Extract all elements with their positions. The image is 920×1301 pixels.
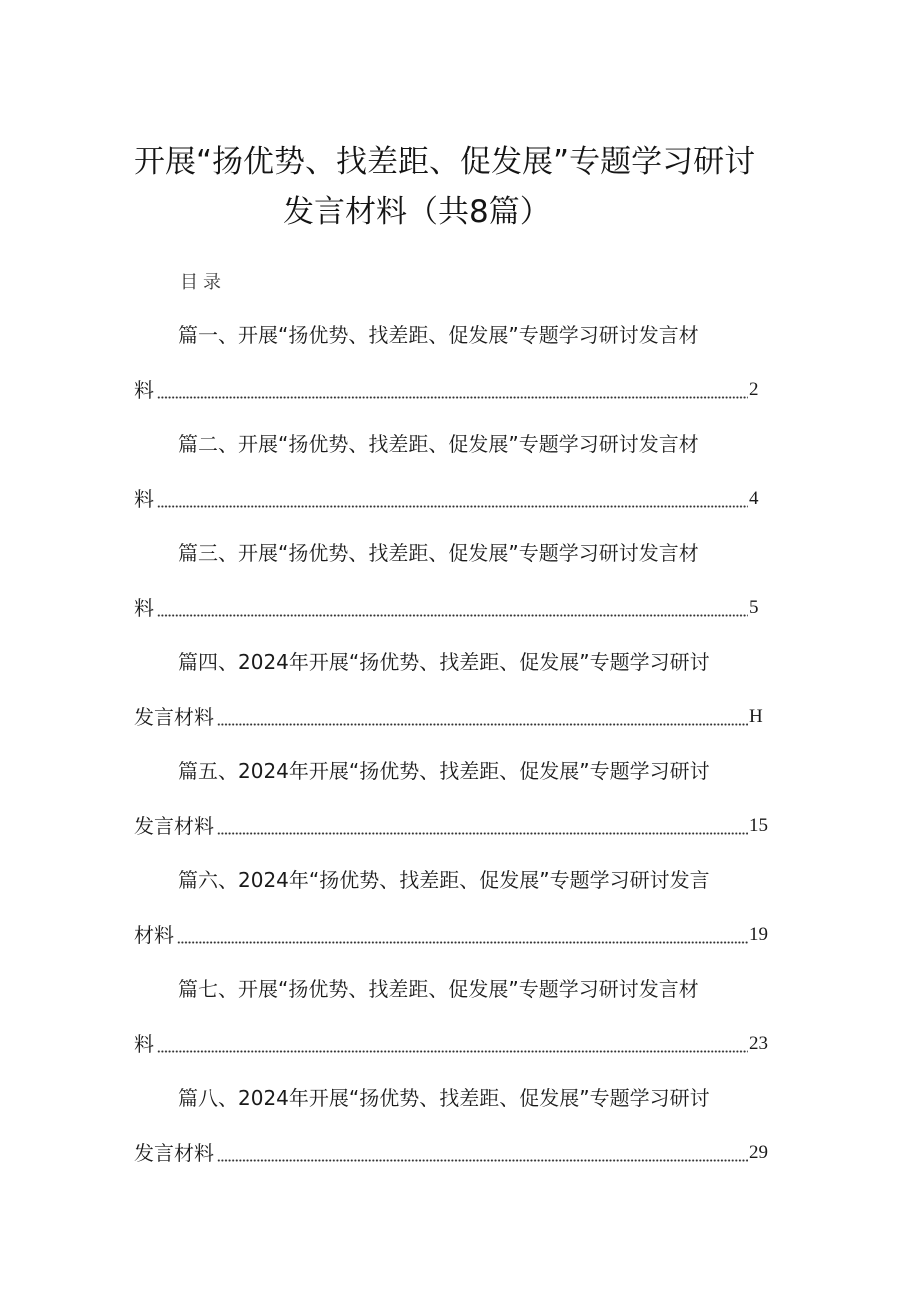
toc-entry-second-line xyxy=(0,1017,920,1072)
toc-entry-title-continuation: 发言材料 xyxy=(134,1140,214,1165)
dot-leader xyxy=(177,941,748,944)
toc-entry-5[interactable] xyxy=(0,744,920,853)
toc-entry-first-line xyxy=(0,526,920,581)
toc-entry-second-line xyxy=(0,908,920,963)
toc-entry-first-line xyxy=(0,1071,920,1126)
dot-leader xyxy=(217,1159,748,1162)
toc-entry-title-continuation: 料 xyxy=(134,595,154,620)
toc-entry-title: 篇一、开展“扬优势、找差距、促发展”专题学习研讨发言材 xyxy=(178,323,699,347)
toc-entry-7[interactable] xyxy=(0,962,920,1071)
dot-leader xyxy=(157,505,748,508)
toc-entry-leader-row xyxy=(134,1017,748,1072)
toc-entry-title: 篇四、2024年开展“扬优势、找差距、促发展”专题学习研讨 xyxy=(178,650,710,674)
toc-heading: 目录 xyxy=(180,272,226,293)
document-title-line-1: 开展“扬优势、找差距、促发展”专题学习研讨 xyxy=(134,144,756,180)
toc-entry-title: 篇六、2024年“扬优势、找差距、促发展”专题学习研讨发言 xyxy=(178,868,710,892)
dot-leader xyxy=(217,832,748,835)
toc-entry-title-continuation: 材料 xyxy=(134,922,174,947)
toc-entry-4[interactable] xyxy=(0,635,920,744)
toc-entry-8[interactable] xyxy=(0,1071,920,1180)
toc-entry-6[interactable] xyxy=(0,853,920,962)
document-title-line-2: 发言材料（共8篇） xyxy=(283,194,551,230)
toc-page-number: 19 xyxy=(749,923,768,945)
toc-page-number: 23 xyxy=(749,1032,768,1054)
toc-entry-1[interactable] xyxy=(0,308,920,417)
toc-page-number: 5 xyxy=(749,596,759,618)
toc-page-number: 2 xyxy=(749,378,759,400)
toc-entry-title: 篇七、开展“扬优势、找差距、促发展”专题学习研讨发言材 xyxy=(178,977,699,1001)
toc-entry-leader-row xyxy=(134,690,748,745)
toc-entry-leader-row xyxy=(134,1126,748,1181)
toc-entry-title-continuation: 料 xyxy=(134,486,154,511)
toc-entry-first-line xyxy=(0,417,920,472)
toc-entry-first-line xyxy=(0,744,920,799)
toc-entry-title-continuation: 料 xyxy=(134,377,154,402)
toc-entry-title: 篇二、开展“扬优势、找差距、促发展”专题学习研讨发言材 xyxy=(178,432,699,456)
dot-leader xyxy=(157,1050,748,1053)
toc-entry-second-line xyxy=(0,581,920,636)
toc-entry-second-line xyxy=(0,472,920,527)
toc-entry-title: 篇三、开展“扬优势、找差距、促发展”专题学习研讨发言材 xyxy=(178,541,699,565)
toc-entry-second-line xyxy=(0,690,920,745)
toc-entry-first-line xyxy=(0,853,920,908)
toc-entry-leader-row xyxy=(134,581,748,636)
toc-entry-title-continuation: 发言材料 xyxy=(134,813,214,838)
toc-entry-title-continuation: 料 xyxy=(134,1031,154,1056)
toc-entry-leader-row xyxy=(134,472,748,527)
dot-leader xyxy=(217,723,748,726)
toc-entry-title-continuation: 发言材料 xyxy=(134,704,214,729)
table-of-contents xyxy=(0,308,920,1180)
toc-entry-second-line xyxy=(0,799,920,854)
toc-entry-leader-row xyxy=(134,908,748,963)
toc-entry-3[interactable] xyxy=(0,526,920,635)
toc-page-number: 15 xyxy=(749,814,768,836)
toc-entry-leader-row xyxy=(134,799,748,854)
toc-entry-2[interactable] xyxy=(0,417,920,526)
toc-entry-second-line xyxy=(0,363,920,418)
toc-entry-second-line xyxy=(0,1126,920,1181)
toc-entry-title: 篇五、2024年开展“扬优势、找差距、促发展”专题学习研讨 xyxy=(178,759,710,783)
toc-entry-first-line xyxy=(0,308,920,363)
toc-entry-title: 篇八、2024年开展“扬优势、找差距、促发展”专题学习研讨 xyxy=(178,1086,710,1110)
dot-leader xyxy=(157,396,748,399)
toc-page-number: 4 xyxy=(749,487,759,509)
toc-entry-first-line xyxy=(0,635,920,690)
toc-entry-first-line xyxy=(0,962,920,1017)
dot-leader xyxy=(157,614,748,617)
toc-page-number: H xyxy=(749,705,763,727)
toc-entry-leader-row xyxy=(134,363,748,418)
toc-page-number: 29 xyxy=(749,1141,768,1163)
